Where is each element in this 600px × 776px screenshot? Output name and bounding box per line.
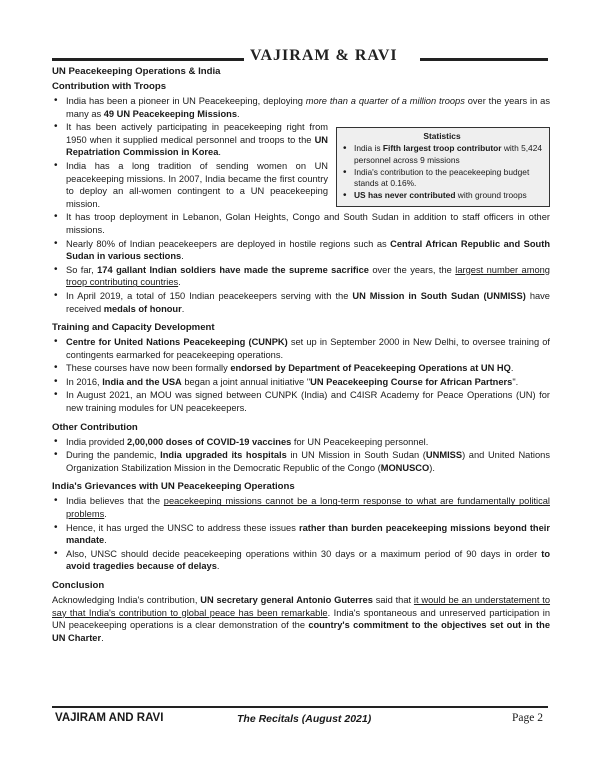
list-item: • Centre for United Nations Peacekeeping (CUNPK) set up in September 2000 in New Delhi, to oversee training of contingents earmarked for peacekeeping operations. bbox=[52, 336, 550, 361]
statistics-title: Statistics bbox=[423, 131, 461, 142]
document-title: UN Peacekeeping Operations & India bbox=[52, 66, 221, 77]
footer-publication: The Recitals (August 2021) bbox=[237, 713, 372, 725]
section-heading-other: Other Contribution bbox=[52, 421, 138, 433]
list-item: • India believes that the peacekeeping missions cannot be a long-term response to what are fundamentally political problems. bbox=[52, 495, 550, 520]
list-item: • It has been actively participating in peacekeeping right from 1950 when it supplied medical personnel and troops to the UN Repatriation Commission in Korea. bbox=[52, 121, 550, 159]
troops-list-continued bbox=[52, 121, 550, 315]
list-item: • In April 2019, a total of 150 Indian peacekeepers serving with the UN Mission in South Sudan (UNMISS) have received medals of honour. bbox=[52, 290, 550, 315]
section-heading-training: Training and Capacity Development bbox=[52, 322, 215, 334]
training-list bbox=[52, 336, 550, 415]
list-item: • Also, UNSC should decide peacekeeping operations within 30 days or a maximum period of 90 days in order to avoid tragedies because of delays. bbox=[52, 548, 550, 573]
footer-brand: VAJIRAM AND RAVI bbox=[55, 712, 164, 724]
list-item: • Nearly 80% of Indian peacekeepers are deployed in hostile regions such as Central African Republic and South Sudan in various sections. bbox=[52, 238, 550, 263]
list-item: • India is Fifth largest troop contributor with 5,424 personnel across 9 missions bbox=[341, 143, 543, 165]
list-item: • India's contribution to the peacekeeping budget stands at 0.16%. bbox=[341, 167, 543, 189]
section-heading-grievances: India's Grievances with UN Peacekeeping Operations bbox=[52, 481, 295, 493]
section-heading-conclusion: Conclusion bbox=[52, 580, 105, 591]
page-number: Page 2 bbox=[512, 712, 543, 724]
header-rule-left bbox=[52, 58, 244, 61]
other-list bbox=[52, 436, 550, 475]
list-item: • In 2016, India and the USA began a joint annual initiative "UN Peacekeeping Course for African Partners". bbox=[52, 376, 550, 389]
list-item: • In August 2021, an MOU was signed between CUNPK (India) and C4ISR Academy for Peace Operations (UN) for new training modules for UN peacekeepers. bbox=[52, 389, 550, 414]
list-item: • It has troop deployment in Lebanon, Golan Heights, Congo and South Sudan in addition to staff officers in other missions. bbox=[52, 211, 550, 236]
footer-rule bbox=[52, 706, 548, 708]
list-item: • Hence, it has urged the UNSC to address these issues rather than burden peacekeeping missions beyond their mandate. bbox=[52, 522, 550, 547]
list-item: • India has been a pioneer in UN Peacekeeping, deploying more than a quarter of a million troops over the years in as many as 49 UN Peacekeeping Missions. bbox=[52, 95, 550, 120]
conclusion-paragraph: Acknowledging India's contribution, UN secretary general Antonio Guterres said that it would be an understatement to say that India's contribution to global peace has been remarkable. India's spontaneous and unreserved participation in UN peacekeeping operations is a clear demonstration of the country's commitment to the objectives set out in the UN Charter. bbox=[52, 595, 551, 643]
grievances-list bbox=[52, 495, 550, 573]
header-rule-right bbox=[420, 58, 548, 61]
list-item: • So far, 174 gallant Indian soldiers have made the supreme sacrifice over the years, the largest number among troop contributing countries. bbox=[52, 264, 550, 289]
list-item: • These courses have now been formally endorsed by Department of Peacekeeping Operations at UN HQ. bbox=[52, 362, 550, 375]
list-item: • US has never contributed with ground troops bbox=[341, 190, 543, 201]
list-item: • During the pandemic, India upgraded its hospitals in UN Mission in South Sudan (UNMISS) and United Nations Organization Stabilization Mission in the Democratic Republic of the Congo (MONUSCO). bbox=[52, 449, 550, 474]
list-item: • India provided 2,00,000 doses of COVID-19 vaccines for UN Peacekeeping personnel. bbox=[52, 436, 550, 449]
page-content bbox=[52, 64, 550, 644]
section-heading-troops: Contribution with Troops bbox=[52, 81, 167, 92]
list-item: • India has a long tradition of sending women on UN peacekeeping missions. In 2007, India became the first country to deploy an all-women contingent to a UN peacekeeping mission. bbox=[52, 160, 550, 210]
troops-list bbox=[52, 95, 550, 120]
header-brand: VAJIRAM & RAVI bbox=[250, 47, 398, 64]
